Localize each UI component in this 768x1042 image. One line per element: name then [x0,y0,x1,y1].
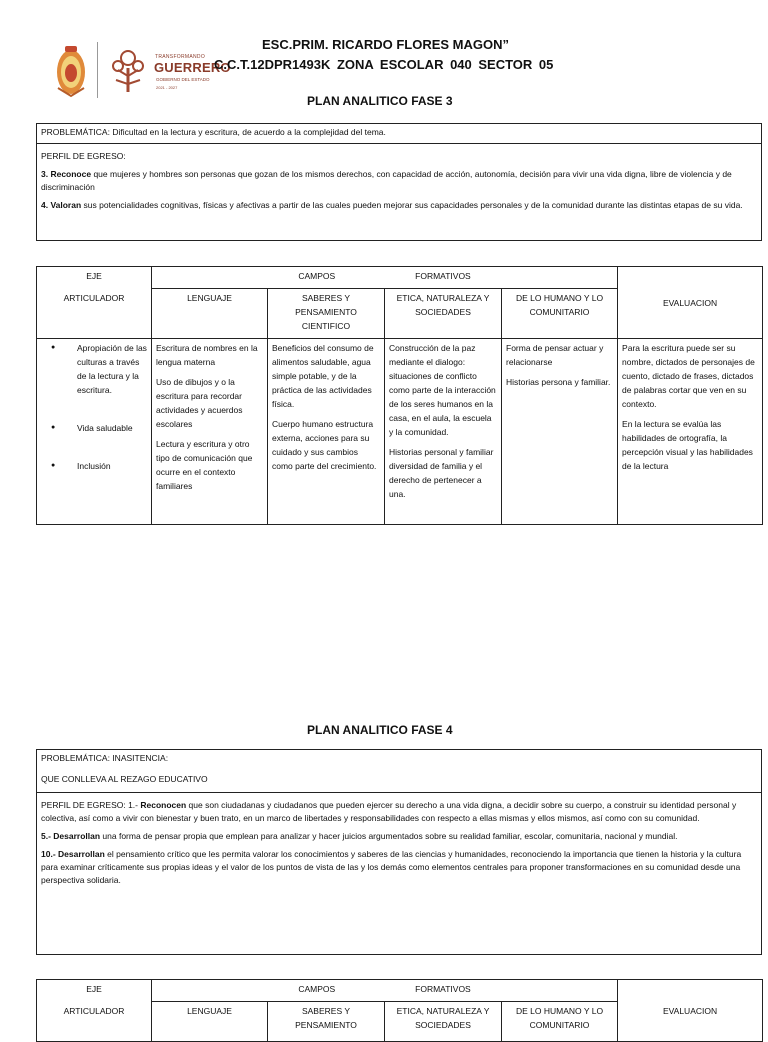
fase3-cell-saberes [268,339,385,525]
list-item: ● Vida saludable [51,421,147,435]
cell-text: Lectura y escritura y otro tipo de comunicación que ocurre en el contexto familiares [156,439,253,491]
cell-text: Escritura de nombres en la lengua materna [156,343,258,367]
logo-sub-text: GOBIERNO DEL ESTADO [156,77,210,82]
logo-years-text: 2021 - 2027 [156,85,178,90]
fase3-eje-header: EJE [37,267,152,289]
fase3-perfil-3: 3. Reconoce que mujeres y hombres son personas que gozan de los mismos derechos, con capacidad de acción, autonomía, decisión para vivir una vida digna, libre de violencia y de discriminación [41,169,732,192]
cell-text: Forma de pensar actuar y relacionarse [506,343,604,367]
fase3-col-lenguaje: LENGUAJE [152,289,268,339]
fase4-table [36,979,763,1042]
plan-title-fase4: PLAN ANALITICO FASE 4 [307,723,453,737]
fase3-campos-header: CAMPOS FORMATIVOS [152,267,618,289]
cell-text: En la lectura se evalúa las habilidades de ortografía, la percepción visual y las habilidades de la lectura [622,419,753,471]
fase3-cell-humano [502,339,618,525]
fase4-articulador-header: ARTICULADOR [37,1002,152,1042]
logo-main-text: GUERRERO [154,60,231,75]
fase4-col-lenguaje: LENGUAJE [152,1002,268,1042]
fase4-campos-header: CAMPOS FORMATIVOS [152,980,618,1002]
fase3-cell-evaluacion [618,339,763,525]
fase3-col-etica: ETICA, NATURALEZA Y SOCIEDADES [385,289,502,339]
list-item: ● Inclusión [51,459,147,473]
plan-title-fase3: PLAN ANALITICO FASE 3 [307,94,453,108]
cell-text: Historias persona y familiar. [506,377,611,387]
fase3-cell-ejes [37,339,152,525]
fase3-articulador-header: ARTICULADOR [37,289,152,339]
cell-text: Historias personal y familiar diversidad de familia y el derecho de pertenecer a una. [389,447,494,499]
fase3-perfil-label: PERFIL DE EGRESO: [41,151,126,161]
logo-area [50,40,231,100]
cell-text: Uso de dibujos y o la escritura para recordar actividades y acuerdos escolares [156,377,243,429]
fase3-col-humano: DE LO HUMANO Y LO COMUNITARIO [502,289,618,339]
fase3-evaluacion-header: EVALUACION [618,267,763,339]
fase4-profile-box [36,749,762,955]
fase3-col-saberes: SABERES Y PENSAMIENTO CIENTIFICO [268,289,385,339]
fase3-cell-lenguaje [152,339,268,525]
cell-text: Cuerpo humano estructura externa, acciones para su cuidado y sus cambios como parte del crecimiento. [272,419,377,471]
fase4-perfil-10: 10.- Desarrollan el pensamiento crítico que les permita valorar los conocimientos y saberes de las ciencias y humanidades, reconociendo la importancia que tienen la historia y la cultura para examinar críticamente sus propias ideas y el valor de los puntos de vista de las y los demás como elementos centrales para proponer transformaciones en su comunidad desde una perspectiva solidaria. [41,849,742,885]
cell-text: Construcción de la paz mediante el dialogo: situaciones de conflicto como parte de la interacción de los seres humanos en la casa, en el aula, la escuela y la comunidad. [389,343,496,437]
cell-text: Beneficios del consumo de alimentos saludable, agua simple potable, y de la práctica de las actividades física. [272,343,374,409]
cell-text: Para la escritura puede ser su nombre, dictados de personajes de cuento, dictado de frases, dictados de palabras cortar que ven en su contexto. [622,343,755,409]
fase4-eje-header: EJE [37,980,152,1002]
logo-divider [97,42,98,98]
list-item: ● Apropiación de las culturas a través de la lectura y la escritura. [51,341,147,397]
fase4-col-humano: DE LO HUMANO Y LO COMUNITARIO [502,1002,618,1042]
fase4-evaluacion-header: EVALUACION [618,980,763,1042]
fase4-perfil-1: PERFIL DE EGRESO: 1.- Reconocen que son ciudadanas y ciudadanos que pueden ejercer su derecho a una vida digna, a decidir sobre su cuerpo, a construir su identidad personal y colectiva, así como a vivir con bienestar y buen trato, en un marco de libertades y responsabilidades con respecto a ellas mismas y ellos mismos, así como con su comunidad. [41,800,737,823]
fase4-col-saberes: SABERES Y PENSAMIENTO [268,1002,385,1042]
fase4-perfil-5: 5.- Desarrollan una forma de pensar propia que emplean para analizar y hacer juicios argumentados sobre su realidad familiar, escolar, comunitaria, nacional y mundial. [41,831,678,841]
school-cct: C.C.T.12DPR1493K ZONA ESCOLAR 040 SECTOR 05 [214,57,554,72]
fase3-cell-etica [385,339,502,525]
fase4-col-etica: ETICA, NATURALEZA Y SOCIEDADES [385,1002,502,1042]
fase3-problematica: PROBLEMÁTICA: Dificultad en la lectura y escritura, de acuerdo a la complejidad del tema. [37,126,761,144]
logo-small-text: TRANSFORMANDO [155,54,206,60]
fase4-problematica: PROBLEMÁTICA: INASITENCIA: QUE CONLLEVA AL REZAGO EDUCATIVO [37,752,761,793]
fase3-profile-box [36,123,762,241]
school-name: ESC.PRIM. RICARDO FLORES MAGON” [262,37,510,52]
fase3-table [36,266,763,525]
fase3-perfil-4: 4. Valoran sus potencialidades cognitivas, físicas y afectivas a partir de las cuales pueden mejorar sus capacidades personales y de la comunidad durante las distintas etapas de su vida. [41,200,743,210]
